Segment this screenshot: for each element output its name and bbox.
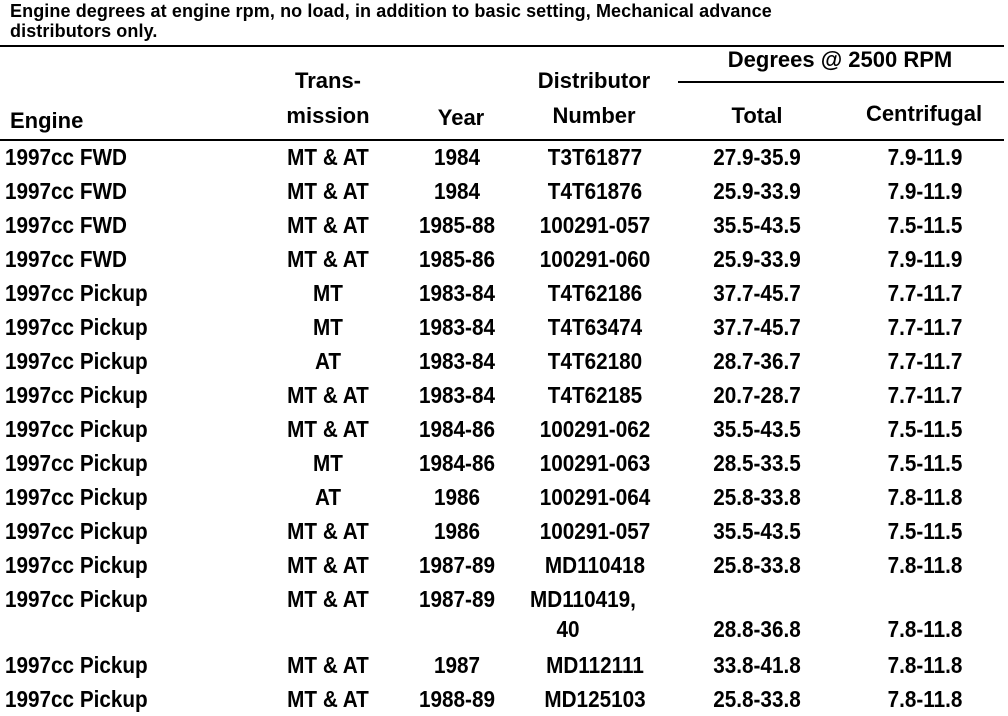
cell-distributor: 100291-064 — [539, 484, 651, 510]
cell-total: 25.9-33.9 — [713, 178, 801, 204]
cell-transmission: MT & AT — [287, 178, 369, 204]
cell-distributor: MD125103 — [544, 686, 646, 712]
cell-engine: 1997cc Pickup — [5, 484, 148, 510]
cell-engine: 1997cc Pickup — [5, 314, 148, 340]
cell-total: 37.7-45.7 — [713, 314, 801, 340]
table-row — [0, 242, 1004, 276]
cell-total: 35.5-43.5 — [713, 416, 801, 442]
cell-engine: 1997cc FWD — [5, 246, 127, 272]
header-engine: Engine — [10, 108, 84, 133]
cell-transmission: AT — [314, 348, 342, 374]
table-row — [0, 276, 1004, 310]
header-total: Total — [731, 103, 783, 128]
cell-total: 27.9-35.9 — [713, 144, 801, 170]
cell-year: 1984 — [433, 144, 481, 170]
header-transmission-line-2: mission — [286, 103, 370, 128]
table-caption — [10, 1, 1000, 41]
cell-transmission: MT & AT — [287, 416, 369, 442]
header-degrees-group: Degrees @ 2500 RPM — [727, 47, 953, 72]
table-row — [0, 412, 1004, 446]
cell-engine: 1997cc Pickup — [5, 280, 148, 306]
cell-total: 25.9-33.9 — [713, 246, 801, 272]
cell-year: 1984-86 — [419, 450, 495, 476]
cell-transmission: MT — [313, 280, 343, 306]
cell-distributor: 100291-057 — [539, 212, 651, 238]
cell-engine: 1997cc Pickup — [5, 416, 148, 442]
header-transmission-line-1: Trans- — [294, 68, 362, 93]
cell-distributor: MD112111 — [546, 652, 644, 678]
cell-total: 37.7-45.7 — [713, 280, 801, 306]
cell-centrifugal: 7.5-11.5 — [887, 212, 963, 238]
table-row — [0, 648, 1004, 682]
cell-year: 1987-89 — [419, 552, 495, 578]
cell-centrifugal: 7.9-11.9 — [887, 178, 963, 204]
cell-centrifugal: 7.7-11.7 — [887, 382, 963, 408]
cell-centrifugal: 7.5-11.5 — [887, 450, 963, 476]
table-row — [0, 378, 1004, 412]
cell-distributor: T4T62186 — [547, 280, 643, 306]
caption-line-1: Engine degrees at engine rpm, no load, in addition to basic setting, Mechanical advance — [10, 1, 772, 21]
header-year: Year — [437, 105, 485, 130]
cell-total: 20.7-28.7 — [713, 382, 801, 408]
cell-engine: 1997cc Pickup — [5, 382, 148, 408]
header-distributor-line-2: Number — [552, 103, 636, 128]
cell-year: 1983-84 — [419, 314, 495, 340]
cell-total: 33.8-41.8 — [713, 652, 801, 678]
cell-transmission: MT — [313, 450, 343, 476]
cell-year: 1983-84 — [419, 348, 495, 374]
cell-distributor: 100291-060 — [539, 246, 651, 272]
cell-distributor: T4T61876 — [547, 178, 643, 204]
cell-distributor: T4T62180 — [547, 348, 643, 374]
cell-total: 25.8-33.8 — [713, 552, 801, 578]
table-row — [0, 480, 1004, 514]
cell-centrifugal: 7.8-11.8 — [887, 552, 963, 578]
cell-year: 1987-89 — [419, 586, 495, 612]
cell-engine: 1997cc Pickup — [5, 686, 148, 712]
cell-transmission: MT & AT — [287, 586, 369, 612]
cell-transmission: MT & AT — [287, 212, 369, 238]
cell-year: 1988-89 — [419, 686, 495, 712]
cell-year: 1985-86 — [419, 246, 495, 272]
cell-distributor: 100291-057 — [539, 518, 651, 544]
cell-total: 35.5-43.5 — [713, 212, 801, 238]
table-row — [0, 612, 1004, 646]
cell-distributor: T4T62185 — [547, 382, 643, 408]
cell-distributor: MD110419, — [530, 586, 636, 612]
cell-engine: 1997cc Pickup — [5, 552, 148, 578]
cell-centrifugal: 7.7-11.7 — [887, 348, 963, 374]
table-row — [0, 446, 1004, 480]
cell-centrifugal: 7.9-11.9 — [887, 246, 963, 272]
cell-engine: 1997cc Pickup — [5, 518, 148, 544]
cell-total: 35.5-43.5 — [713, 518, 801, 544]
cell-total: 25.8-33.8 — [713, 484, 801, 510]
cell-centrifugal: 7.8-11.8 — [887, 484, 963, 510]
header-distributor-line-1: Distributor — [537, 68, 651, 93]
cell-year: 1984-86 — [419, 416, 495, 442]
table-row — [0, 682, 1004, 716]
cell-engine: 1997cc FWD — [5, 144, 127, 170]
cell-transmission: AT — [314, 484, 342, 510]
cell-distributor: T3T61877 — [547, 144, 643, 170]
cell-distributor: 100291-063 — [539, 450, 651, 476]
cell-year: 1983-84 — [419, 382, 495, 408]
cell-year: 1983-84 — [419, 280, 495, 306]
table-row — [0, 140, 1004, 174]
cell-engine: 1997cc FWD — [5, 178, 127, 204]
cell-transmission: MT — [313, 314, 343, 340]
cell-year: 1984 — [433, 178, 481, 204]
cell-year: 1985-88 — [419, 212, 495, 238]
table-row — [0, 310, 1004, 344]
table-row — [0, 582, 1004, 616]
cell-transmission: MT & AT — [287, 518, 369, 544]
cell-engine: 1997cc Pickup — [5, 348, 148, 374]
cell-distributor: 40 — [556, 616, 580, 642]
table-row — [0, 514, 1004, 548]
table-row — [0, 208, 1004, 242]
header-centrifugal: Centrifugal — [865, 101, 983, 126]
cell-centrifugal: 7.8-11.8 — [887, 652, 963, 678]
cell-transmission: MT & AT — [287, 686, 369, 712]
cell-transmission: MT & AT — [287, 144, 369, 170]
cell-transmission: MT & AT — [287, 652, 369, 678]
cell-centrifugal: 7.5-11.5 — [887, 518, 963, 544]
cell-year: 1986 — [433, 518, 481, 544]
cell-centrifugal: 7.7-11.7 — [887, 314, 963, 340]
cell-engine: 1997cc Pickup — [5, 450, 148, 476]
cell-transmission: MT & AT — [287, 246, 369, 272]
cell-distributor: MD110418 — [544, 552, 646, 578]
cell-centrifugal: 7.9-11.9 — [887, 144, 963, 170]
cell-total: 28.8-36.8 — [713, 616, 801, 642]
cell-total: 28.7-36.7 — [713, 348, 801, 374]
table-row — [0, 174, 1004, 208]
cell-total: 25.8-33.8 — [713, 686, 801, 712]
cell-engine: 1997cc Pickup — [5, 652, 148, 678]
cell-engine: 1997cc FWD — [5, 212, 127, 238]
cell-centrifugal: 7.8-11.8 — [887, 616, 963, 642]
cell-distributor: T4T63474 — [547, 314, 643, 340]
cell-centrifugal: 7.7-11.7 — [887, 280, 963, 306]
cell-year: 1987 — [433, 652, 481, 678]
cell-year: 1986 — [433, 484, 481, 510]
cell-centrifugal: 7.8-11.8 — [887, 686, 963, 712]
cell-transmission: MT & AT — [287, 382, 369, 408]
cell-engine: 1997cc Pickup — [5, 586, 148, 612]
degrees-group-rule — [678, 81, 1004, 83]
cell-distributor: 100291-062 — [539, 416, 651, 442]
table-row — [0, 344, 1004, 378]
table-row — [0, 548, 1004, 582]
caption-line-2: distributors only. — [10, 21, 158, 41]
cell-transmission: MT & AT — [287, 552, 369, 578]
cell-total: 28.5-33.5 — [713, 450, 801, 476]
cell-centrifugal: 7.5-11.5 — [887, 416, 963, 442]
